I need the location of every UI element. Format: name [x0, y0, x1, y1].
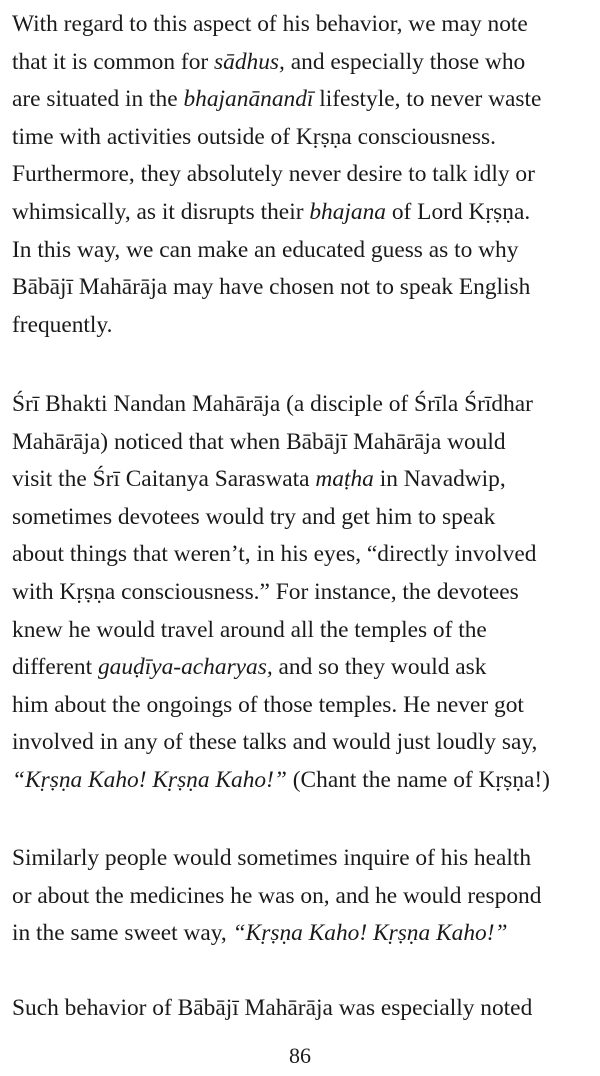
italic-text: gauḍīya-acharyas,	[97, 654, 273, 681]
text-line	[12, 612, 596, 650]
text-line	[12, 536, 596, 574]
text-segment: With regard to this aspect of his behavior, we may note	[12, 11, 528, 37]
text-segment: and especially those who	[284, 48, 526, 75]
italic-text: “Kṛṣṇa Kaho! Kṛṣṇa Kaho!”	[232, 920, 508, 947]
text-segment: knew he would travel around all the temples of the	[12, 616, 487, 643]
text-segment: involved in any of these talks and would just loudly say,	[12, 729, 538, 756]
text-line	[12, 119, 596, 157]
text-line	[12, 6, 596, 44]
paragraph-1	[12, 6, 596, 344]
text-segment: different	[12, 654, 98, 681]
paragraph-3	[12, 840, 596, 953]
text-segment: visit the Śrī Caitanya Saraswata	[12, 466, 316, 493]
italic-text: bhajana	[309, 198, 386, 225]
text-segment: Bābājī Mahārāja may have chosen not to speak English	[12, 274, 531, 301]
text-line	[12, 461, 596, 499]
text-segment: or about the medicines he was on, and he would respond	[12, 882, 542, 909]
text-line	[12, 194, 596, 232]
text-segment: about things that weren’t, in his eyes, “directly involved	[12, 541, 537, 568]
text-line	[12, 424, 596, 462]
italic-text: “Kṛṣṇa Kaho! Kṛṣṇa Kaho!”	[12, 766, 287, 793]
text-segment: Mahārāja) noticed that when Bābājī Mahārāja would	[12, 428, 506, 455]
italic-text: maṭha	[315, 466, 374, 493]
text-line	[12, 687, 596, 725]
text-line	[12, 386, 596, 424]
text-segment: him about the ongoings of those temples. He never got	[12, 691, 524, 718]
page-number: 86	[289, 1043, 311, 1068]
text-segment: time with activities outside of Kṛṣṇa consciousness.	[12, 123, 496, 150]
text-segment: in Navadwip,	[373, 466, 506, 493]
text-segment: Similarly people would sometimes inquire of his health	[12, 845, 532, 871]
text-line	[12, 499, 596, 537]
text-line	[12, 990, 596, 1028]
text-line	[12, 269, 596, 307]
text-segment: with Kṛṣṇa consciousness.” For instance, the devotees	[12, 578, 519, 605]
text-segment: are situated in the	[12, 86, 184, 113]
text-segment: sometimes devotees would try and get him to speak	[12, 503, 496, 530]
text-segment: and so they would ask	[272, 654, 487, 681]
text-segment: whimsically, as it disrupts their	[12, 198, 310, 225]
text-line	[12, 574, 596, 612]
text-segment: that it is common for	[12, 48, 215, 75]
text-line	[12, 44, 596, 82]
text-line	[12, 156, 596, 194]
paragraph-4	[12, 990, 596, 1028]
text-line	[12, 81, 596, 119]
text-segment: Śrī Bhakti Nandan Mahārāja (a disciple of Śrīla Śrīdhar	[12, 391, 533, 417]
text-segment: Furthermore, they absolutely never desire to talk idly or	[12, 161, 535, 188]
text-line	[12, 915, 596, 953]
text-line	[12, 878, 596, 916]
text-segment: (Chant the name of Kṛṣṇa!)	[286, 766, 550, 793]
text-segment: Such behavior of Bābājī Mahārāja was especially noted	[12, 995, 533, 1021]
text-segment: of Lord Kṛṣṇa.	[386, 198, 531, 225]
paragraph-2	[12, 386, 596, 800]
text-line	[12, 307, 596, 345]
text-segment: lifestyle, to never waste	[313, 86, 542, 113]
text-segment: frequently.	[12, 311, 113, 338]
text-line	[12, 724, 596, 762]
text-segment: in the same sweet way,	[12, 920, 233, 947]
italic-text: bhajanānandī	[183, 86, 314, 113]
italic-text: sādhus,	[214, 48, 285, 75]
text-line	[12, 840, 596, 878]
text-segment: In this way, we can make an educated guess as to why	[12, 236, 519, 263]
text-line	[12, 649, 596, 687]
text-line	[12, 762, 596, 800]
text-line	[12, 232, 596, 270]
